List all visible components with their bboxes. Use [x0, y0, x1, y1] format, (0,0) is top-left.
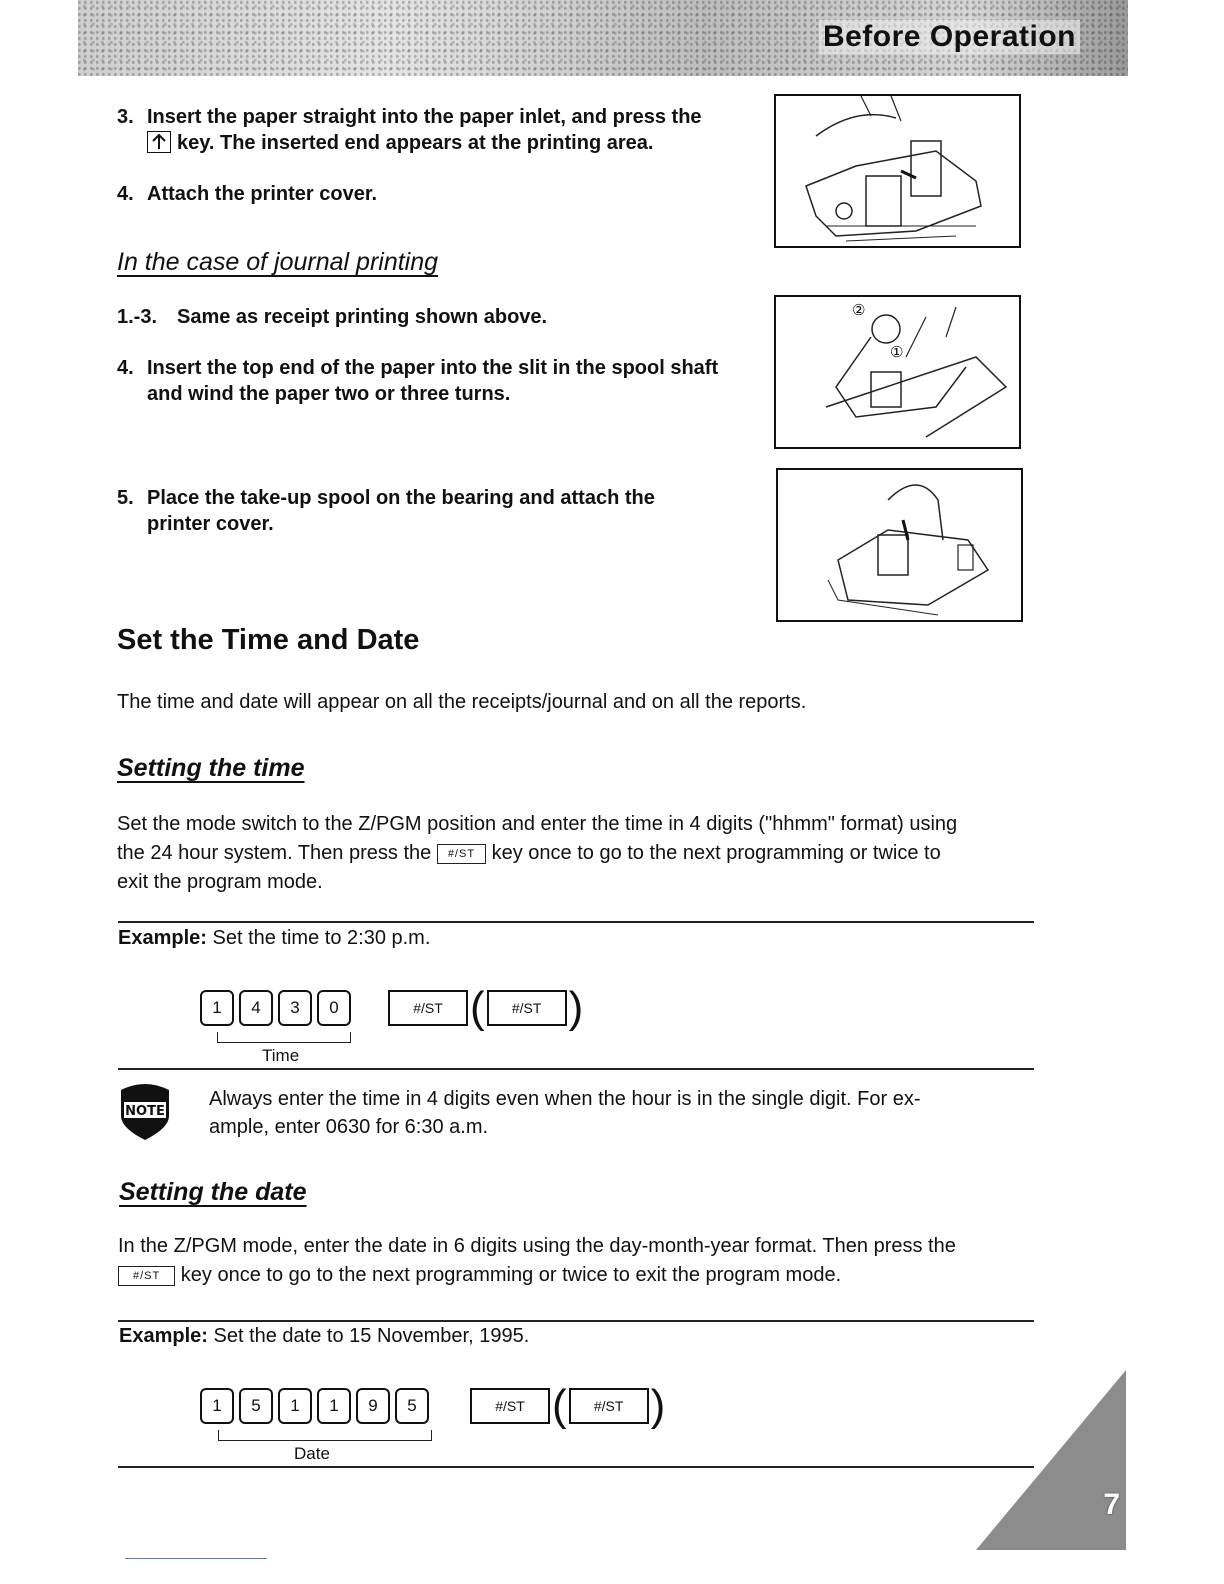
- example-label: Example:: [119, 1325, 208, 1347]
- note-icon-label: NOTE: [125, 1104, 165, 1119]
- digit-key: 9: [356, 1388, 390, 1424]
- date-bracket: [218, 1430, 432, 1441]
- receipt-step-4: [117, 181, 377, 207]
- step-number: 4.: [117, 357, 134, 379]
- note-line2: ample, enter 0630 for 6:30 a.m.: [209, 1116, 489, 1138]
- printer-illustration-icon: [776, 96, 1019, 246]
- step-text: Attach the printer cover.: [147, 183, 378, 205]
- st-key: #/ST: [470, 1388, 550, 1424]
- setting-time-title: Setting the time: [117, 754, 305, 782]
- step-text: Place the take-up spool on the bearing and attach the: [147, 487, 655, 509]
- figure-label-two: ②: [852, 301, 866, 319]
- rule: [118, 921, 1034, 923]
- digit-key: 1: [317, 1388, 351, 1424]
- step-text: and wind the paper two or three turns.: [147, 383, 511, 405]
- example-text: Set the date to 15 November, 1995.: [213, 1325, 530, 1347]
- st-key: #/ST: [388, 990, 468, 1026]
- setting-time-line2a: the 24 hour system. Then press the: [117, 842, 432, 864]
- date-example: [119, 1322, 529, 1351]
- time-date-title: Set the Time and Date: [117, 624, 420, 656]
- digit-key: 1: [278, 1388, 312, 1424]
- setting-date-text: [118, 1232, 1048, 1290]
- spool-illustration-icon: [776, 297, 1019, 447]
- step-text: key. The inserted end appears at the printing area.: [177, 132, 654, 154]
- header-title: Before Operation: [819, 20, 1080, 54]
- divider: [125, 1558, 267, 1559]
- st-key-inline: #/ST: [437, 844, 486, 864]
- paren-close: ): [650, 1381, 666, 1430]
- example-label: Example:: [118, 927, 207, 949]
- setting-date-line1: In the Z/PGM mode, enter the date in 6 digits using the day-month-year format. Then press the: [118, 1235, 956, 1257]
- paren-close: ): [568, 983, 584, 1032]
- step-text: Same as receipt printing shown above.: [177, 306, 548, 328]
- step-text: Insert the paper straight into the paper inlet, and press the: [147, 106, 702, 128]
- setting-time-line1: Set the mode switch to the Z/PGM position and enter the time in 4 digits ("hhmm" format) using: [117, 813, 958, 835]
- digit-key: 5: [395, 1388, 429, 1424]
- note-icon: [115, 1082, 175, 1144]
- setting-time-text: [117, 810, 1037, 897]
- journal-step-5: [117, 485, 757, 537]
- date-key-sequence: [200, 1381, 667, 1430]
- page-number: 7: [1103, 1488, 1120, 1521]
- setting-date-title: Setting the date: [119, 1178, 307, 1206]
- digit-key: 4: [239, 990, 273, 1026]
- setting-date-line2: key once to go to the next programming or twice to exit the program mode.: [180, 1264, 842, 1286]
- note-line1: Always enter the time in 4 digits even when the hour is in the single digit. For ex-: [209, 1088, 921, 1110]
- time-caption: Time: [262, 1046, 300, 1065]
- step-text: printer cover.: [147, 513, 274, 535]
- figure-label-one: ①: [890, 343, 904, 361]
- paper-feed-key-icon: [147, 131, 171, 153]
- figure-paper-insert: [774, 94, 1021, 248]
- step-number: 1.-3.: [117, 306, 158, 328]
- journal-title: In the case of journal printing: [117, 248, 439, 276]
- st-key-inline: #/ST: [118, 1266, 175, 1286]
- digit-key: 3: [278, 990, 312, 1026]
- st-key-optional: #/ST: [569, 1388, 649, 1424]
- digit-key: 0: [317, 990, 351, 1026]
- header-band: [78, 0, 1128, 76]
- digit-key: 5: [239, 1388, 273, 1424]
- figure-take-up-spool: [776, 468, 1023, 622]
- date-caption: Date: [294, 1444, 330, 1463]
- step-text: Insert the top end of the paper into the slit in the spool shaft: [147, 357, 719, 379]
- page-corner-tab: [976, 1370, 1126, 1550]
- journal-step-1-3: [117, 304, 547, 330]
- time-example: [118, 924, 430, 953]
- st-key-optional: #/ST: [487, 990, 567, 1026]
- setting-time-line2b: key once to go to the next programming or twice to: [491, 842, 941, 864]
- figure-spool-wind: [774, 295, 1021, 449]
- step-number: 5.: [117, 487, 134, 509]
- setting-time-line3: exit the program mode.: [117, 871, 323, 893]
- take-up-spool-illustration-icon: [778, 470, 1021, 620]
- digit-key: 1: [200, 990, 234, 1026]
- digit-key: 1: [200, 1388, 234, 1424]
- time-key-sequence: [200, 983, 585, 1032]
- time-bracket: [217, 1032, 351, 1043]
- note-text: [209, 1085, 1029, 1141]
- time-date-intro: The time and date will appear on all the receipts/journal and on all the reports.: [117, 691, 807, 713]
- paren-open: (: [470, 983, 485, 1032]
- receipt-step-3: [117, 104, 767, 156]
- step-number: 3.: [117, 106, 134, 128]
- example-text: Set the time to 2:30 p.m.: [212, 927, 431, 949]
- paren-open: (: [552, 1381, 567, 1430]
- rule: [118, 1068, 1034, 1070]
- rule: [118, 1466, 1034, 1468]
- journal-step-4: [117, 355, 777, 407]
- step-number: 4.: [117, 183, 134, 205]
